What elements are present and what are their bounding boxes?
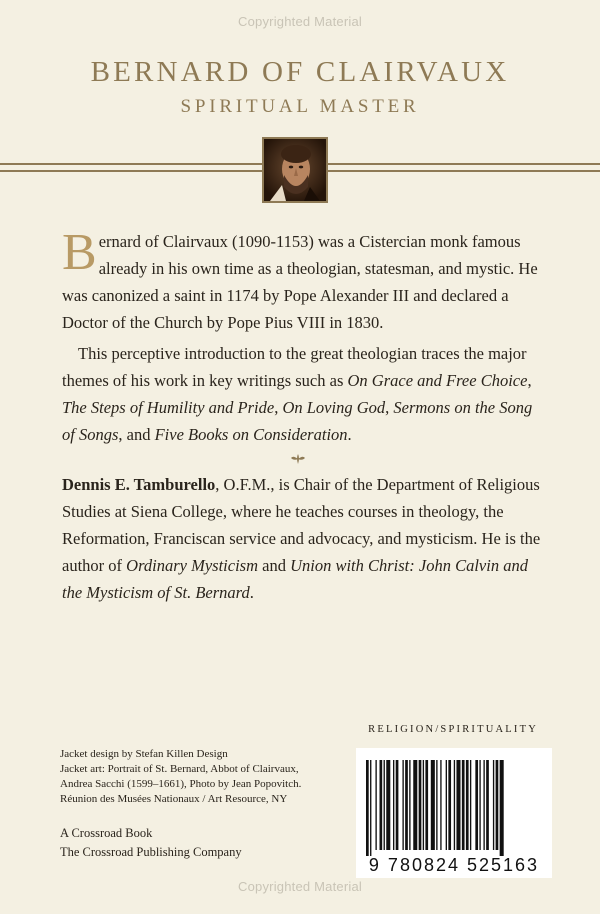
separator: . bbox=[249, 583, 254, 602]
publisher-line: A Crossroad Book bbox=[60, 826, 153, 840]
watermark-top: Copyrighted Material bbox=[238, 14, 362, 29]
description-text-1: ernard of Clairvaux (1090-1153) was a Cistercian monk famous already in his own time as a theologian, statesman, and mystic. He was canonized a saint in 1174 by Pope Alexander III and declared a Doctor of the Church by Pope Pius VIII in 1830. bbox=[62, 232, 538, 332]
credit-line: Andrea Sacchi (1599–1661), Photo by Jean Popovitch. bbox=[60, 778, 302, 790]
barcode-bar bbox=[405, 760, 408, 850]
barcode-bar bbox=[366, 760, 369, 856]
barcode-bar bbox=[423, 760, 424, 850]
portrait-image bbox=[262, 137, 328, 203]
work-title: On Loving God bbox=[282, 398, 386, 417]
barcode-bar bbox=[448, 760, 451, 850]
barcode-bar bbox=[402, 760, 403, 850]
portrait-illustration bbox=[264, 139, 326, 201]
barcode-bar bbox=[446, 760, 447, 850]
separator: , bbox=[385, 398, 394, 417]
separator: . bbox=[347, 425, 352, 444]
credit-line: Jacket design by Stefan Killen Design bbox=[60, 748, 228, 760]
work-title: On Grace and Free Choice bbox=[347, 371, 528, 390]
separator: , bbox=[274, 398, 283, 417]
credit-line: Réunion des Musées Nationaux / Art Resource, NY bbox=[60, 793, 288, 805]
separator: , bbox=[527, 371, 532, 390]
author-bio-text: , O.F.M., is Chair of the Department of Religious Studies at Siena College, where he teaches courses in theology, the Reformation, Franciscan service and advocacy, and mysticism. He is the author of bbox=[62, 475, 541, 575]
jacket-credits bbox=[60, 747, 360, 807]
barcode-bar bbox=[454, 760, 455, 850]
drop-cap: B bbox=[62, 224, 97, 281]
barcode-bar bbox=[436, 760, 437, 850]
barcode-bar bbox=[419, 760, 422, 850]
barcode-bar bbox=[380, 760, 383, 850]
barcode-bar bbox=[466, 760, 469, 850]
work-title: Sermons on the Song of Songs bbox=[62, 398, 533, 444]
category-label: RELIGION/SPIRITUALITY bbox=[368, 724, 538, 735]
barcode-bar bbox=[375, 760, 376, 850]
watermark-bottom: Copyrighted Material bbox=[238, 879, 362, 894]
barcode-bar bbox=[393, 760, 394, 850]
barcode-bar bbox=[496, 760, 499, 850]
barcode-bar bbox=[384, 760, 385, 850]
barcode-bar bbox=[486, 760, 489, 850]
credit-line: Jacket art: Portrait of St. Bernard, Abbot of Clairvaux, bbox=[60, 763, 299, 775]
book-subtitle: SPIRITUAL MASTER bbox=[180, 96, 420, 117]
publisher-line: The Crossroad Publishing Company bbox=[60, 845, 242, 859]
description-text-2: This perceptive introduction to the great theologian traces the major themes of his work in key writings such as bbox=[62, 344, 527, 390]
fleuron-ornament-icon bbox=[290, 452, 306, 466]
barcode-bar bbox=[500, 760, 504, 856]
book-title: BERNARD OF CLAIRVAUX bbox=[90, 56, 510, 88]
barcode-bar bbox=[462, 760, 465, 850]
publisher-info bbox=[60, 824, 242, 862]
barcode-bar bbox=[413, 760, 417, 850]
barcode-bar bbox=[493, 760, 494, 850]
barcode-bars bbox=[356, 748, 552, 856]
barcode-bar bbox=[409, 760, 410, 850]
author-bio bbox=[62, 471, 542, 606]
description-paragraph-2 bbox=[62, 340, 542, 448]
description-paragraph-1 bbox=[62, 224, 542, 336]
barcode-bar bbox=[431, 760, 435, 850]
barcode-bar bbox=[386, 760, 390, 850]
isbn-number: 9 780824 525163 bbox=[368, 855, 540, 875]
author-book-title: Union with Christ: John Calvin and the Mysticism of St. Bernard bbox=[62, 556, 528, 602]
author-book-title: Ordinary Mysticism bbox=[126, 556, 258, 575]
separator: and bbox=[258, 556, 291, 575]
separator: , and bbox=[118, 425, 155, 444]
barcode-bar bbox=[483, 760, 484, 850]
barcode-bar bbox=[470, 760, 471, 850]
barcode-bar bbox=[370, 760, 371, 856]
work-title: Five Books on Consideration bbox=[154, 425, 348, 444]
barcode-bar bbox=[456, 760, 460, 850]
author-name: Dennis E. Tamburello bbox=[62, 475, 216, 494]
barcode-bar bbox=[475, 760, 478, 850]
barcode-bar bbox=[479, 760, 480, 850]
barcode-bar bbox=[396, 760, 399, 850]
barcode-bar bbox=[440, 760, 441, 850]
barcode-bar bbox=[425, 760, 428, 850]
work-title: The Steps of Humility and Pride bbox=[62, 398, 275, 417]
